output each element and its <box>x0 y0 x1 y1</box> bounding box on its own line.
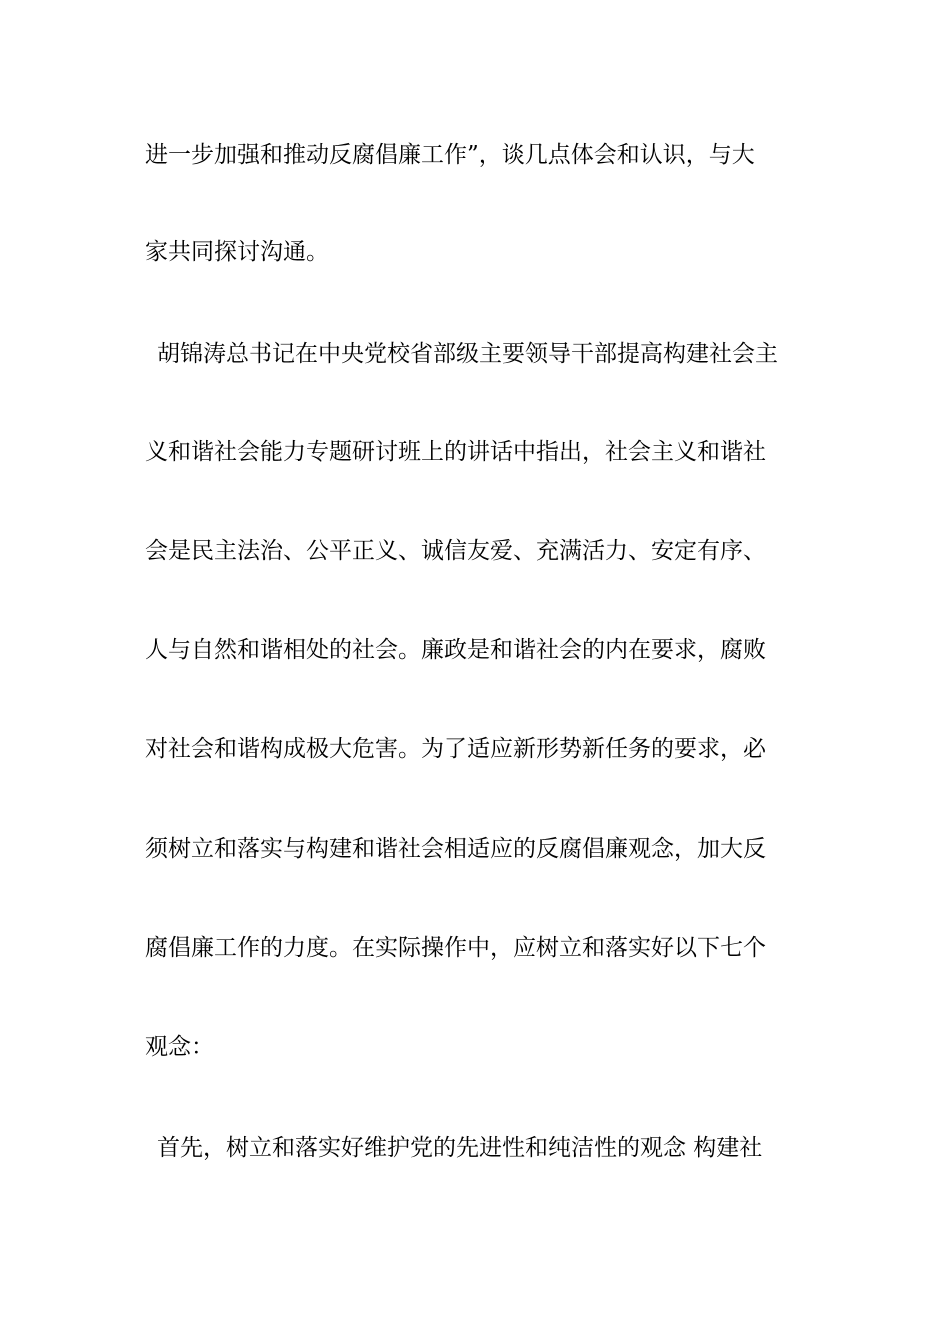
paragraph-line: 首先，树立和落实好维护党的先进性和纯洁性的观念 构建社 <box>157 1135 763 1161</box>
paragraph-line: 观念： <box>145 1034 214 1060</box>
paragraph-line: 须树立和落实与构建和谐社会相适应的反腐倡廉观念，加大反 <box>145 836 766 862</box>
paragraph-line: 义和谐社会能力专题研讨班上的讲话中指出，社会主义和谐社 <box>145 439 766 465</box>
paragraph-line: 对社会和谐构成极大危害。为了适应新形势新任务的要求，必 <box>145 736 766 762</box>
paragraph-line: 进一步加强和推动反腐倡廉工作”，谈几点体会和认识，与大 <box>145 142 755 168</box>
paragraph-line: 人与自然和谐相处的社会。廉政是和谐社会的内在要求，腐败 <box>145 637 766 663</box>
paragraph-line: 胡锦涛总书记在中央党校省部级主要领导干部提高构建社会主 <box>157 341 778 367</box>
paragraph-line: 腐倡廉工作的力度。在实际操作中，应树立和落实好以下七个 <box>145 935 766 961</box>
paragraph-line: 家共同探讨沟通。 <box>145 239 329 265</box>
paragraph-line: 会是民主法治、公平正义、诚信友爱、充满活力、安定有序、 <box>145 538 766 564</box>
